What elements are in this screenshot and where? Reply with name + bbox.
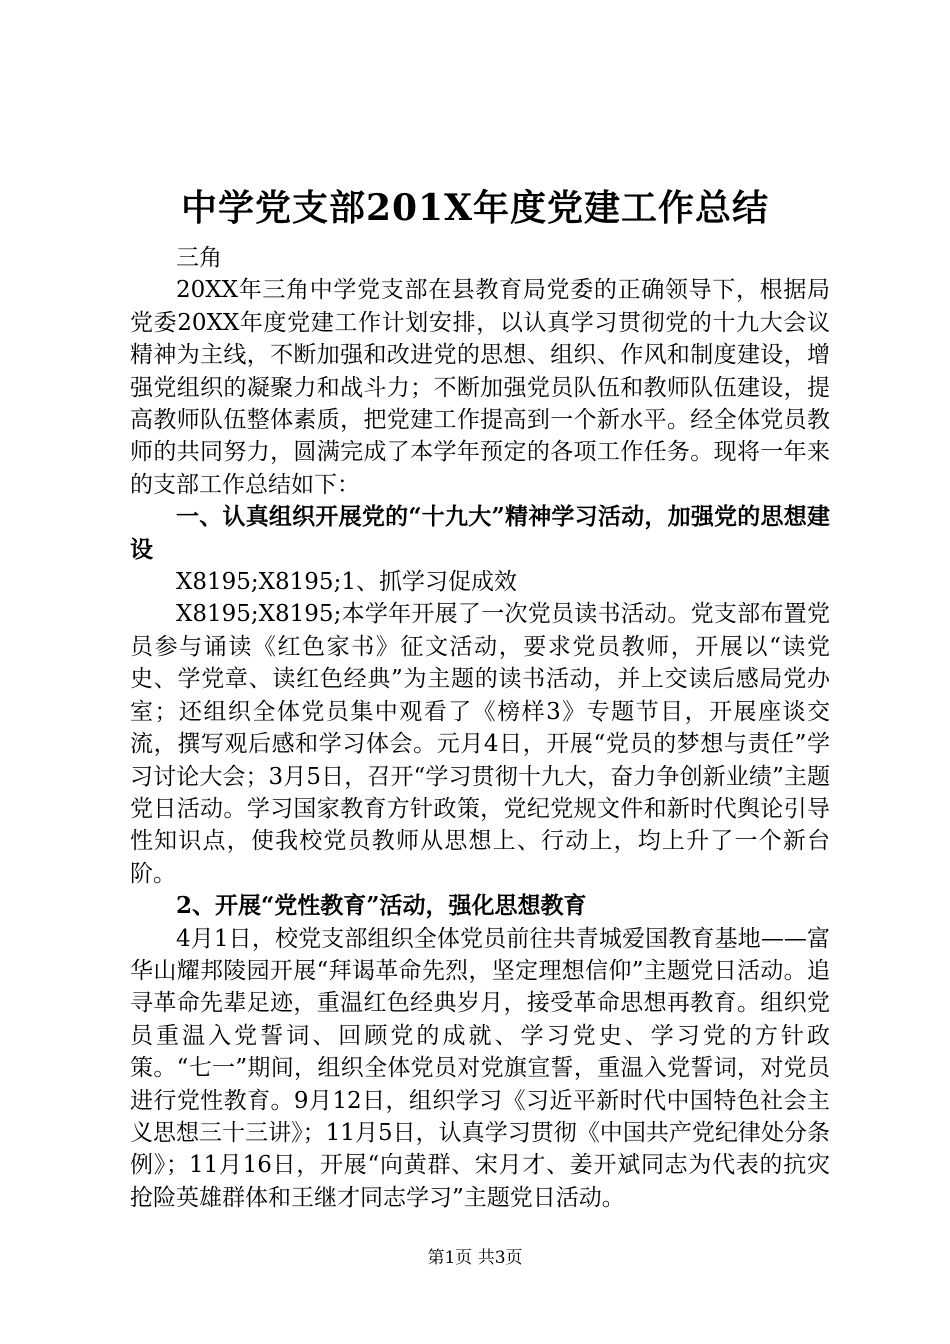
subsection-heading-1: X8195;X8195;1、抓学习促成效 [176,569,517,596]
body-paragraph-1: X8195;X8195;本学年开展了一次党员读书活动。党支部布置党员参与诵读《红色家书》征文活动，要求党员教师，开展以“读党史、学党章、读红色经典”为主题的读书活动，并上交读后感局党办室；还组织全体党员集中观看了《榜样3》专题节目，开展座谈交流，撰写观后感和学习体会。元月4日，开展“党员的梦想与责任”学习讨论大会；3月5日，召开“学习贯彻十九大，奋力争创新业绩”主题党日活动。学习国家教育方针政策，党纪党规文件和新时代舆论引导性知识点，使我校党员教师从思想上、行动上，均上升了一个新台阶。 [130,601,830,887]
page-number: 第1页 共3页 [427,1248,523,1268]
intro-paragraph: 20XX年三角中学党支部在县教育局党委的正确领导下，根据局党委20XX年度党建工作计划安排，以认真学习贯彻党的十九大会议精神为主线，不断加强和改进党的思想、组织、作风和制度建设，增强党组织的凝聚力和战斗力；不断加强党员队伍和教师队伍建设，提高教师队伍整体素质，把党建工作提高到一个新水平。经全体党员教师的共同努力，圆满完成了本学年预定的各项工作任务。现将一年来的支部工作总结如下： [130,277,830,498]
author-line: 三角 [176,245,222,271]
document-body [130,242,830,1214]
section-heading-1: 一、认真组织开展党的“十九大”精神学习活动，加强党的思想建设 [130,503,830,563]
document-title: 中学党支部201X年度党建工作总结 [180,187,770,229]
body-paragraph-2: 4月1日，校党支部组织全体党员前往共青城爱国教育基地——富华山耀邦陵园开展“拜谒革命先烈，坚定理想信仰”主题党日活动。追寻革命先辈足迹，重温红色经典岁月，接受革命思想再教育。组织党员重温入党誓词、回顾党的成就、学习党史、学习党的方针政策。“七一”期间，组织全体党员对党旗宣誓，重温入党誓词，对党员进行党性教育。9月12日，组织学习《习近平新时代中国特色社会主义思想三十三讲》；11月5日，认真学习贯彻《中国共产党纪律处分条例》；11月16日，开展“向黄群、宋月才、姜开斌同志为代表的抗灾抢险英雄群体和王继才同志学习”主题党日活动。 [130,925,830,1211]
subsection-heading-2: 2、开展“党性教育”活动，强化思想教育 [176,892,587,920]
